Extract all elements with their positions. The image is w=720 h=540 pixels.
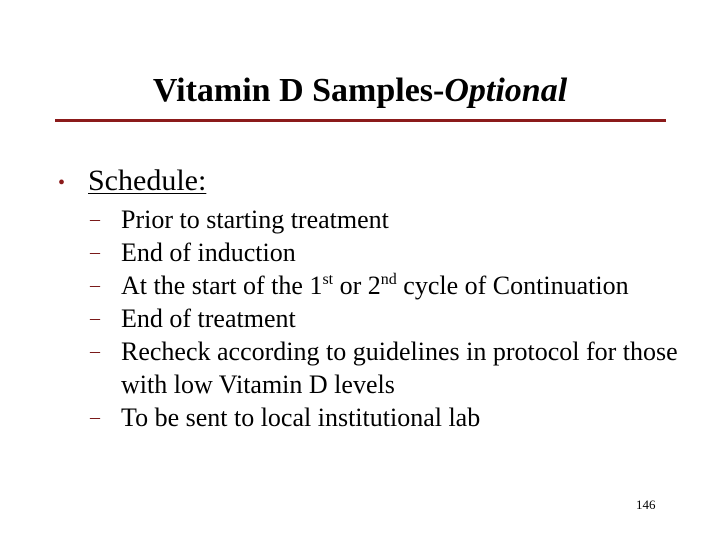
title-italic-text: Optional [444,72,568,109]
page-number: 146 [636,497,656,512]
list-item-text [121,271,629,300]
list-item-text: To be sent to local institutional lab [121,403,481,432]
list-item [90,203,690,236]
ordinal-suffix: nd [380,271,397,288]
list-item-text-part: cycle of Continuation [396,271,629,300]
list-item [90,269,690,302]
list-item-text-part: At the start of the 1 [121,271,323,300]
list-item [90,401,690,434]
list-item [90,302,690,335]
bullet-dot-icon: • [58,172,66,194]
list-item-text: Recheck according to guidelines in protocol for those with low Vitamin D levels [121,337,678,399]
dash-icon: – [90,208,100,230]
schedule-bullet [58,163,206,199]
list-item [90,335,690,401]
list-item-text: End of induction [121,238,296,267]
title-divider [55,119,666,122]
schedule-list [90,203,690,434]
list-item-text: End of treatment [121,304,296,333]
dash-icon: – [90,307,100,329]
list-item-text: Prior to starting treatment [121,205,389,234]
schedule-label: Schedule: [88,164,207,197]
dash-icon: – [90,340,100,362]
dash-icon: – [90,274,100,296]
dash-icon: – [90,241,100,263]
dash-icon: – [90,406,100,428]
list-item [90,236,690,269]
ordinal-suffix: st [322,271,334,288]
list-item-text-part: or 2 [333,271,381,300]
slide-title [0,72,720,109]
title-main-text: Vitamin D Samples- [152,72,445,109]
